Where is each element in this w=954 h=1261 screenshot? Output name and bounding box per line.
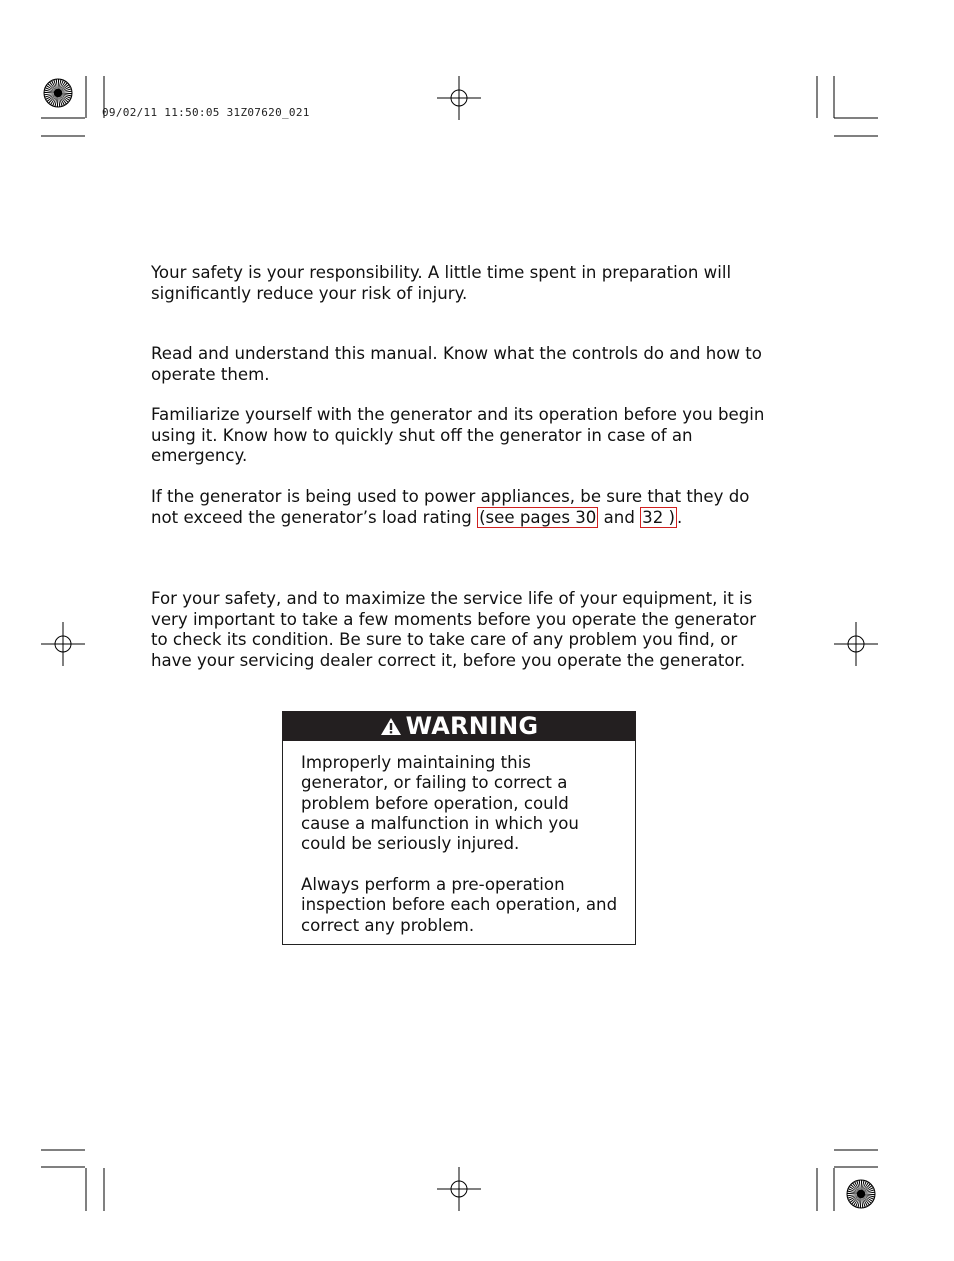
registration-mark-icon: [847, 1180, 875, 1208]
warning-title: WARNING: [405, 712, 539, 740]
load-rating-text: If the generator is being used to power appliances, be sure that they do not exceed the generator’s load rating: [151, 487, 750, 527]
familiarize-paragraph: Familiarize yourself with the generator and its operation before you begin using it. Know how to quickly shut off the generator in case of an emergency.: [151, 405, 765, 465]
load-rating-paragraph: [151, 487, 771, 528]
crosshair-icon: [437, 76, 481, 120]
load-rating-period: .: [677, 507, 683, 527]
safety-responsibility-paragraph: Your safety is your responsibility. A little time spent in preparation will significantly reduce your risk of injury.: [151, 263, 732, 303]
page-32-link[interactable]: 32 ): [642, 507, 676, 527]
warning-text-inspection: Always perform a pre-operation inspection before each operation, and correct any problem.: [301, 875, 618, 935]
crosshair-icon: [41, 622, 85, 666]
warning-text-maintenance: Improperly maintaining this generator, or failing to correct a problem before operation, could cause a malfunction in which you could be seriously injured.: [301, 753, 579, 854]
warning-header: [282, 711, 636, 741]
warning-box: [282, 711, 636, 945]
load-rating-and: and: [598, 507, 641, 527]
registration-mark-icon: [44, 79, 72, 107]
pre-operation-paragraph: For your safety, and to maximize the service life of your equipment, it is very important to take a few moments before you operate the generator to check its condition. Be sure to take care of any problem you find, or have your servicing dealer correct it, before you operate the generator.: [151, 589, 757, 670]
page-30-link[interactable]: (see pages 30: [479, 507, 597, 527]
print-timestamp: 09/02/11 11:50:05 31Z07620_021: [102, 106, 310, 119]
warning-triangle-icon: [380, 717, 402, 736]
read-manual-paragraph: Read and understand this manual. Know what the controls do and how to operate them.: [151, 344, 762, 384]
crosshair-icon: [834, 622, 878, 666]
crosshair-icon: [437, 1167, 481, 1211]
